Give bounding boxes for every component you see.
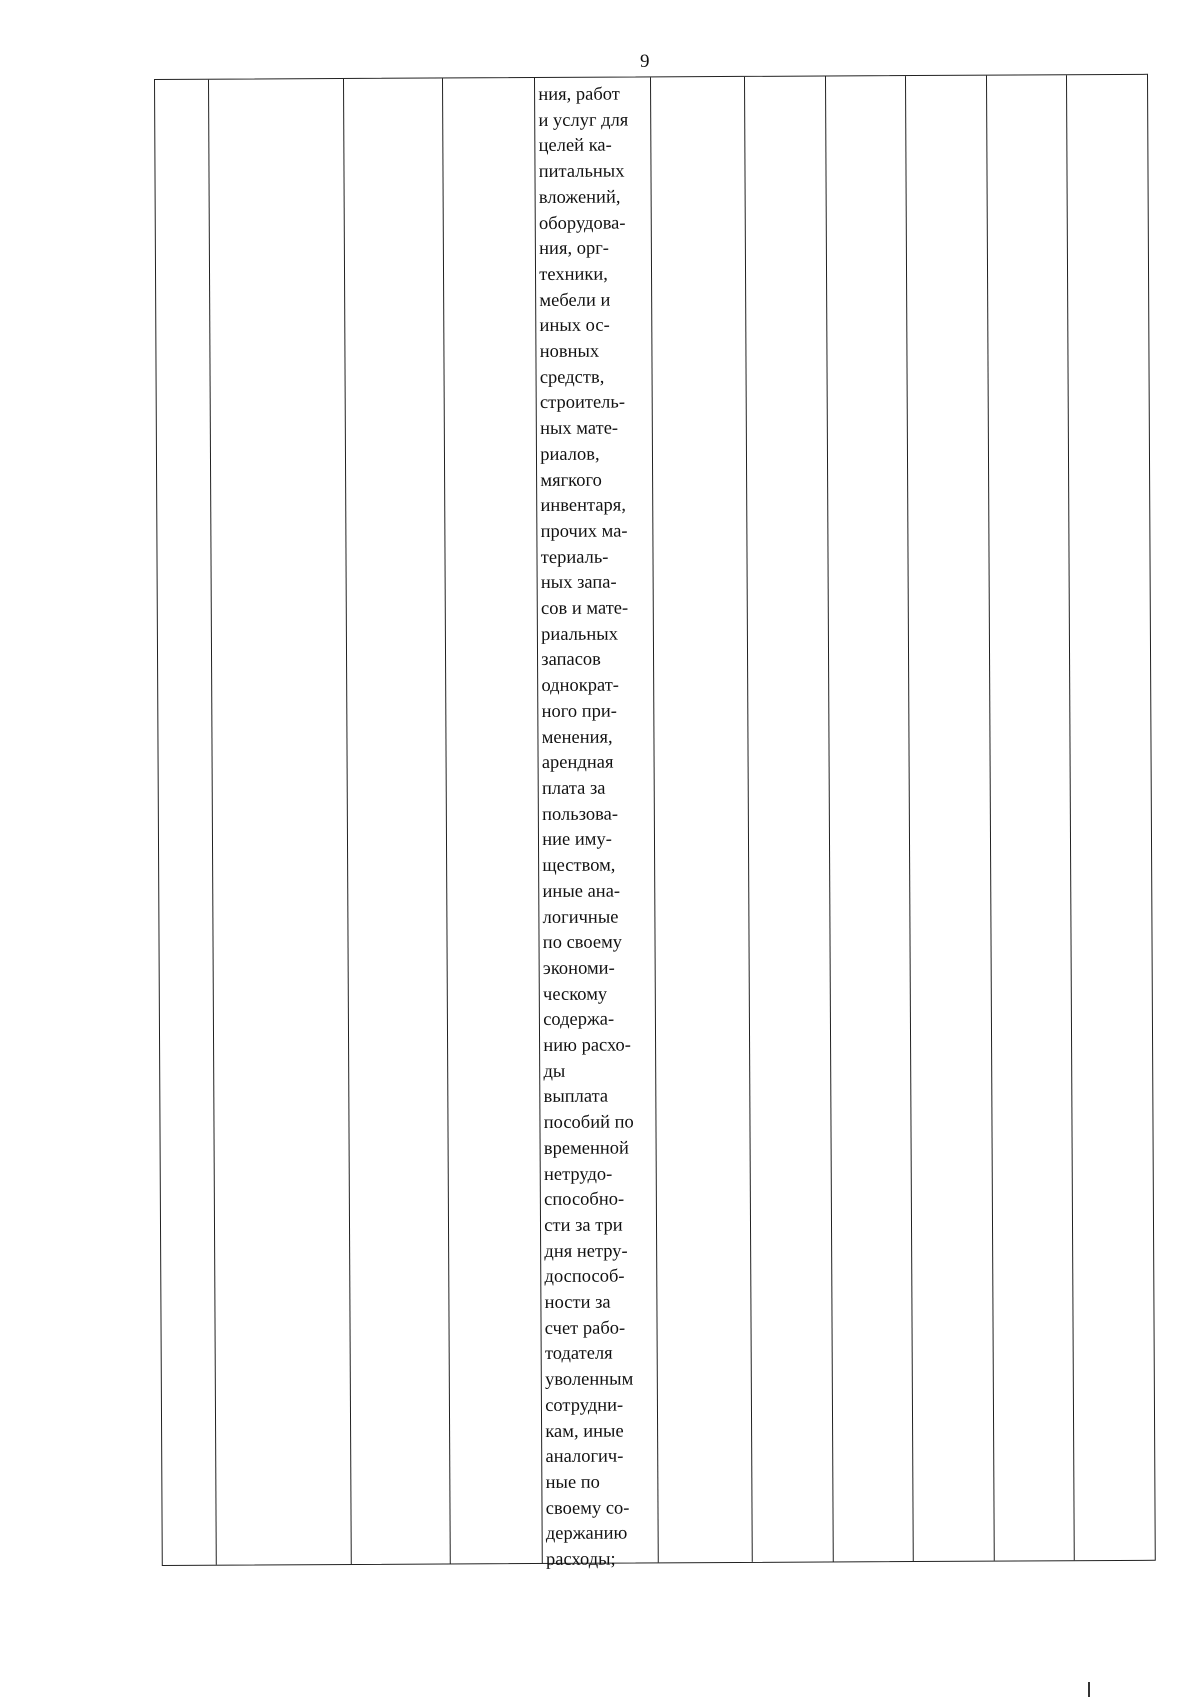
description-line: иные ана- bbox=[542, 881, 621, 902]
description-line: выплата bbox=[543, 1087, 609, 1108]
description-line: прочих ма- bbox=[540, 521, 628, 542]
description-line: кам, иные bbox=[545, 1421, 624, 1442]
page-number: 9 bbox=[640, 51, 650, 72]
description-line: плата за bbox=[541, 778, 606, 799]
budget-table bbox=[154, 74, 1156, 1571]
description-line: ные по bbox=[545, 1472, 600, 1493]
description-line: ществом, bbox=[542, 855, 616, 877]
description-line: ды bbox=[543, 1061, 566, 1082]
description-line: риалов, bbox=[540, 444, 600, 465]
description-line: ческому bbox=[542, 984, 608, 1005]
description-line: и услуг для bbox=[538, 110, 629, 131]
description-line: счет рабо- bbox=[544, 1318, 626, 1339]
description-line: питальных bbox=[538, 161, 625, 183]
description-line: расходы; bbox=[545, 1549, 616, 1571]
description-line: сти за три bbox=[544, 1215, 623, 1236]
description-line: ния, работ bbox=[538, 84, 620, 105]
description-line: ния, орг- bbox=[539, 238, 609, 260]
table-column-8 bbox=[826, 76, 914, 1561]
description-line: инвентаря, bbox=[540, 495, 626, 517]
scan-mark bbox=[1088, 1682, 1090, 1697]
description-line: держанию bbox=[545, 1523, 628, 1545]
description-line: тодателя bbox=[544, 1344, 613, 1365]
description-line: ных запа- bbox=[540, 572, 617, 594]
description-line: строитель- bbox=[539, 392, 626, 414]
table-column-11 bbox=[1067, 75, 1155, 1560]
table-column-4 bbox=[443, 78, 543, 1563]
description-line: по своему bbox=[542, 932, 623, 954]
table-column-3 bbox=[344, 78, 452, 1564]
description-line: иных ос- bbox=[539, 315, 610, 337]
description-line: уволенным bbox=[545, 1369, 634, 1391]
description-line: доспособ- bbox=[544, 1266, 625, 1288]
description-line: вложений, bbox=[538, 187, 621, 208]
description-line: целей ка- bbox=[538, 136, 612, 157]
description-line: средств, bbox=[539, 367, 605, 388]
description-line: мебели и bbox=[539, 290, 611, 311]
description-line: териаль- bbox=[540, 547, 609, 568]
description-line: техники, bbox=[539, 264, 608, 285]
description-cell-text bbox=[535, 77, 658, 1573]
description-line: способно- bbox=[544, 1189, 625, 1211]
description-line: экономи- bbox=[542, 958, 615, 979]
table-column-9 bbox=[905, 76, 995, 1561]
description-line: оборудова- bbox=[538, 213, 626, 234]
description-line: ного при- bbox=[541, 701, 617, 722]
description-line: сотрудни- bbox=[545, 1395, 624, 1416]
description-line: пользова- bbox=[542, 804, 619, 825]
description-line: мягкого bbox=[540, 470, 602, 491]
description-line: аналогич- bbox=[545, 1446, 624, 1468]
description-line: ных мате- bbox=[540, 418, 619, 440]
description-line: пособий по bbox=[543, 1112, 634, 1134]
description-line: содержа- bbox=[543, 1009, 615, 1031]
description-line: своему со- bbox=[545, 1498, 630, 1519]
description-line: дня нетру- bbox=[544, 1241, 628, 1262]
description-line: нетрудо- bbox=[543, 1164, 613, 1185]
description-line: новных bbox=[539, 341, 600, 363]
table-column-5-description bbox=[535, 77, 659, 1571]
table-column-6 bbox=[651, 77, 753, 1562]
description-line: арендная bbox=[541, 752, 614, 774]
table-column-2 bbox=[209, 79, 352, 1565]
description-line: менения, bbox=[541, 727, 613, 748]
description-line: логичные bbox=[542, 907, 619, 928]
description-line: однократ- bbox=[541, 675, 619, 697]
description-line: запасов bbox=[541, 650, 601, 671]
description-line: ности за bbox=[544, 1292, 611, 1314]
description-line: риальных bbox=[541, 624, 618, 645]
table-column-1 bbox=[155, 80, 217, 1565]
table-column-7 bbox=[745, 76, 834, 1561]
description-line: сов и мате- bbox=[540, 598, 629, 620]
description-line: временной bbox=[543, 1138, 629, 1159]
description-line: нию расхо- bbox=[543, 1035, 631, 1056]
description-line: ние иму- bbox=[542, 830, 612, 851]
table-column-10 bbox=[987, 75, 1075, 1560]
